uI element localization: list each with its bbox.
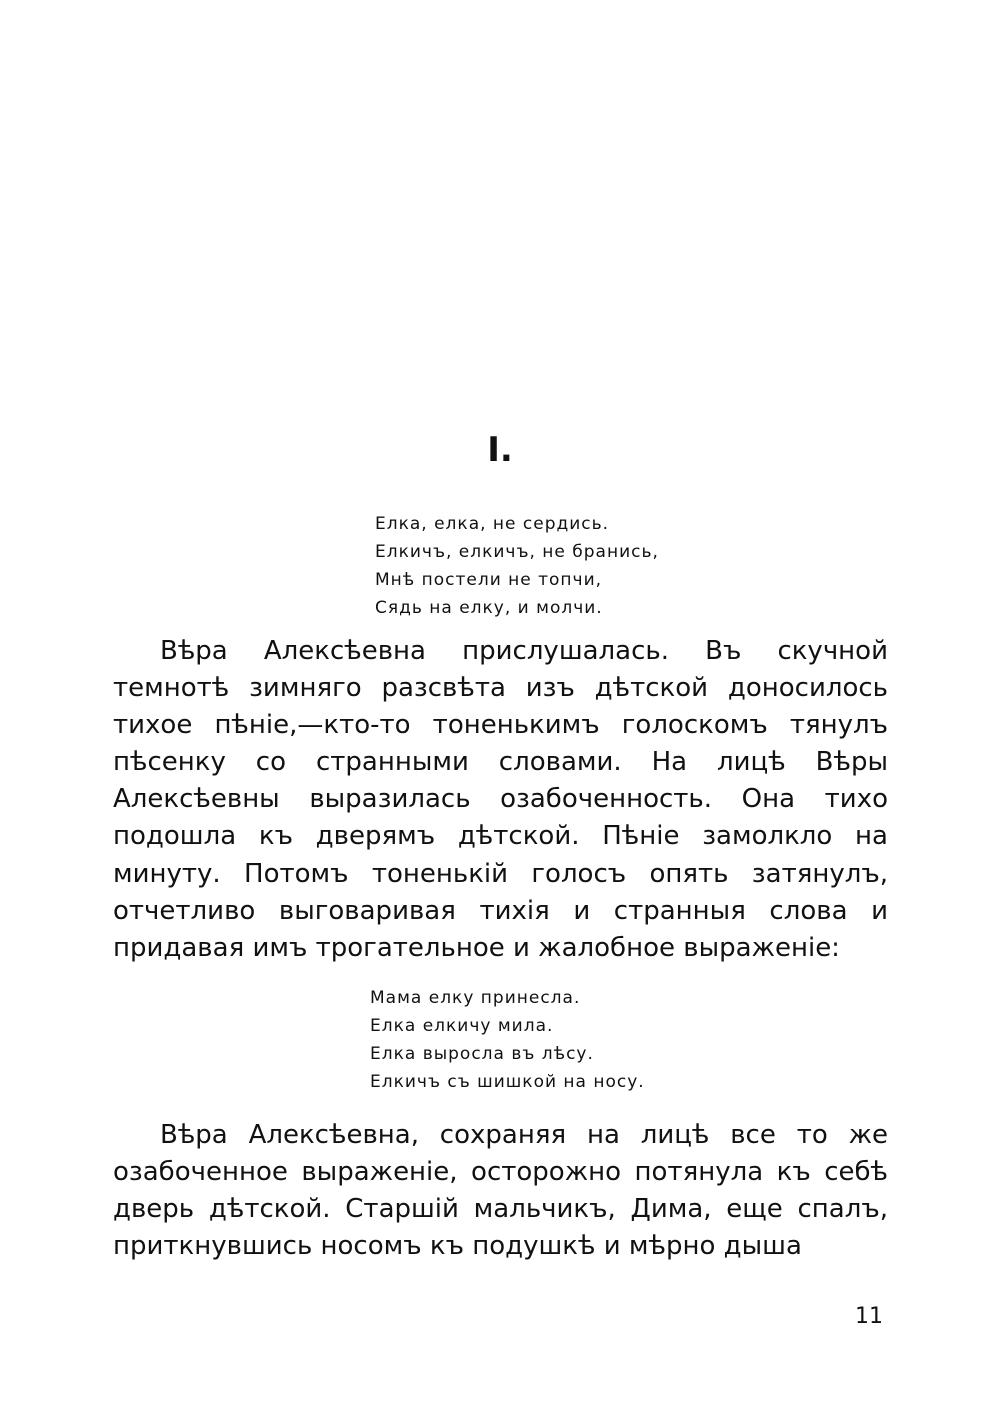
verse-line: Елкичъ съ шишкой на носу.: [370, 1072, 645, 1092]
verse-line: Мама елку принесла.: [370, 988, 581, 1008]
verse-line: Елка елкичу мила.: [370, 1016, 554, 1036]
verse-stanza-2: [370, 984, 645, 1096]
verse-line: Елка выросла въ лѣсу.: [370, 1044, 594, 1064]
verse-line: Сядь на елку, и молчи.: [375, 598, 603, 618]
page-number: 11: [855, 1304, 883, 1329]
chapter-number: I.: [487, 430, 513, 470]
body-paragraph-2: Вѣра Алексѣевна, сохраняя на лицѣ все то же озабоченное выраженiе, осторожно потянула къ себѣ дверь дѣтской. Старшiй мальчикъ, Дима, еще спалъ, приткнувшись носомъ къ подушкѣ и мѣрно дыша: [113, 1120, 888, 1262]
verse-line: Елкичъ, елкичъ, не бранись,: [375, 542, 659, 562]
verse-line: Мнѣ постели не топчи,: [375, 570, 603, 590]
body-paragraph-1: Вѣра Алексѣевна прислушалась. Въ скучной темнотѣ зимняго разсвѣта изъ дѣтской доносилось тихое пѣнiе,—кто-то тоненькимъ голоскомъ тянулъ пѣсенку со странными словами. На лицѣ Вѣры Алексѣевны выразилась озабоченность. Она тихо подошла къ дверямъ дѣтской. Пѣнiе замолкло на минуту. Потомъ тоненькiй голосъ опять затянулъ, отчетливо выговаривая тихiя и странныя слова и придавая имъ трогательное и жалобное выраженiе:: [113, 636, 888, 963]
verse-stanza-1: [375, 510, 659, 622]
verse-line: Елка, елка, не сердись.: [375, 514, 610, 534]
